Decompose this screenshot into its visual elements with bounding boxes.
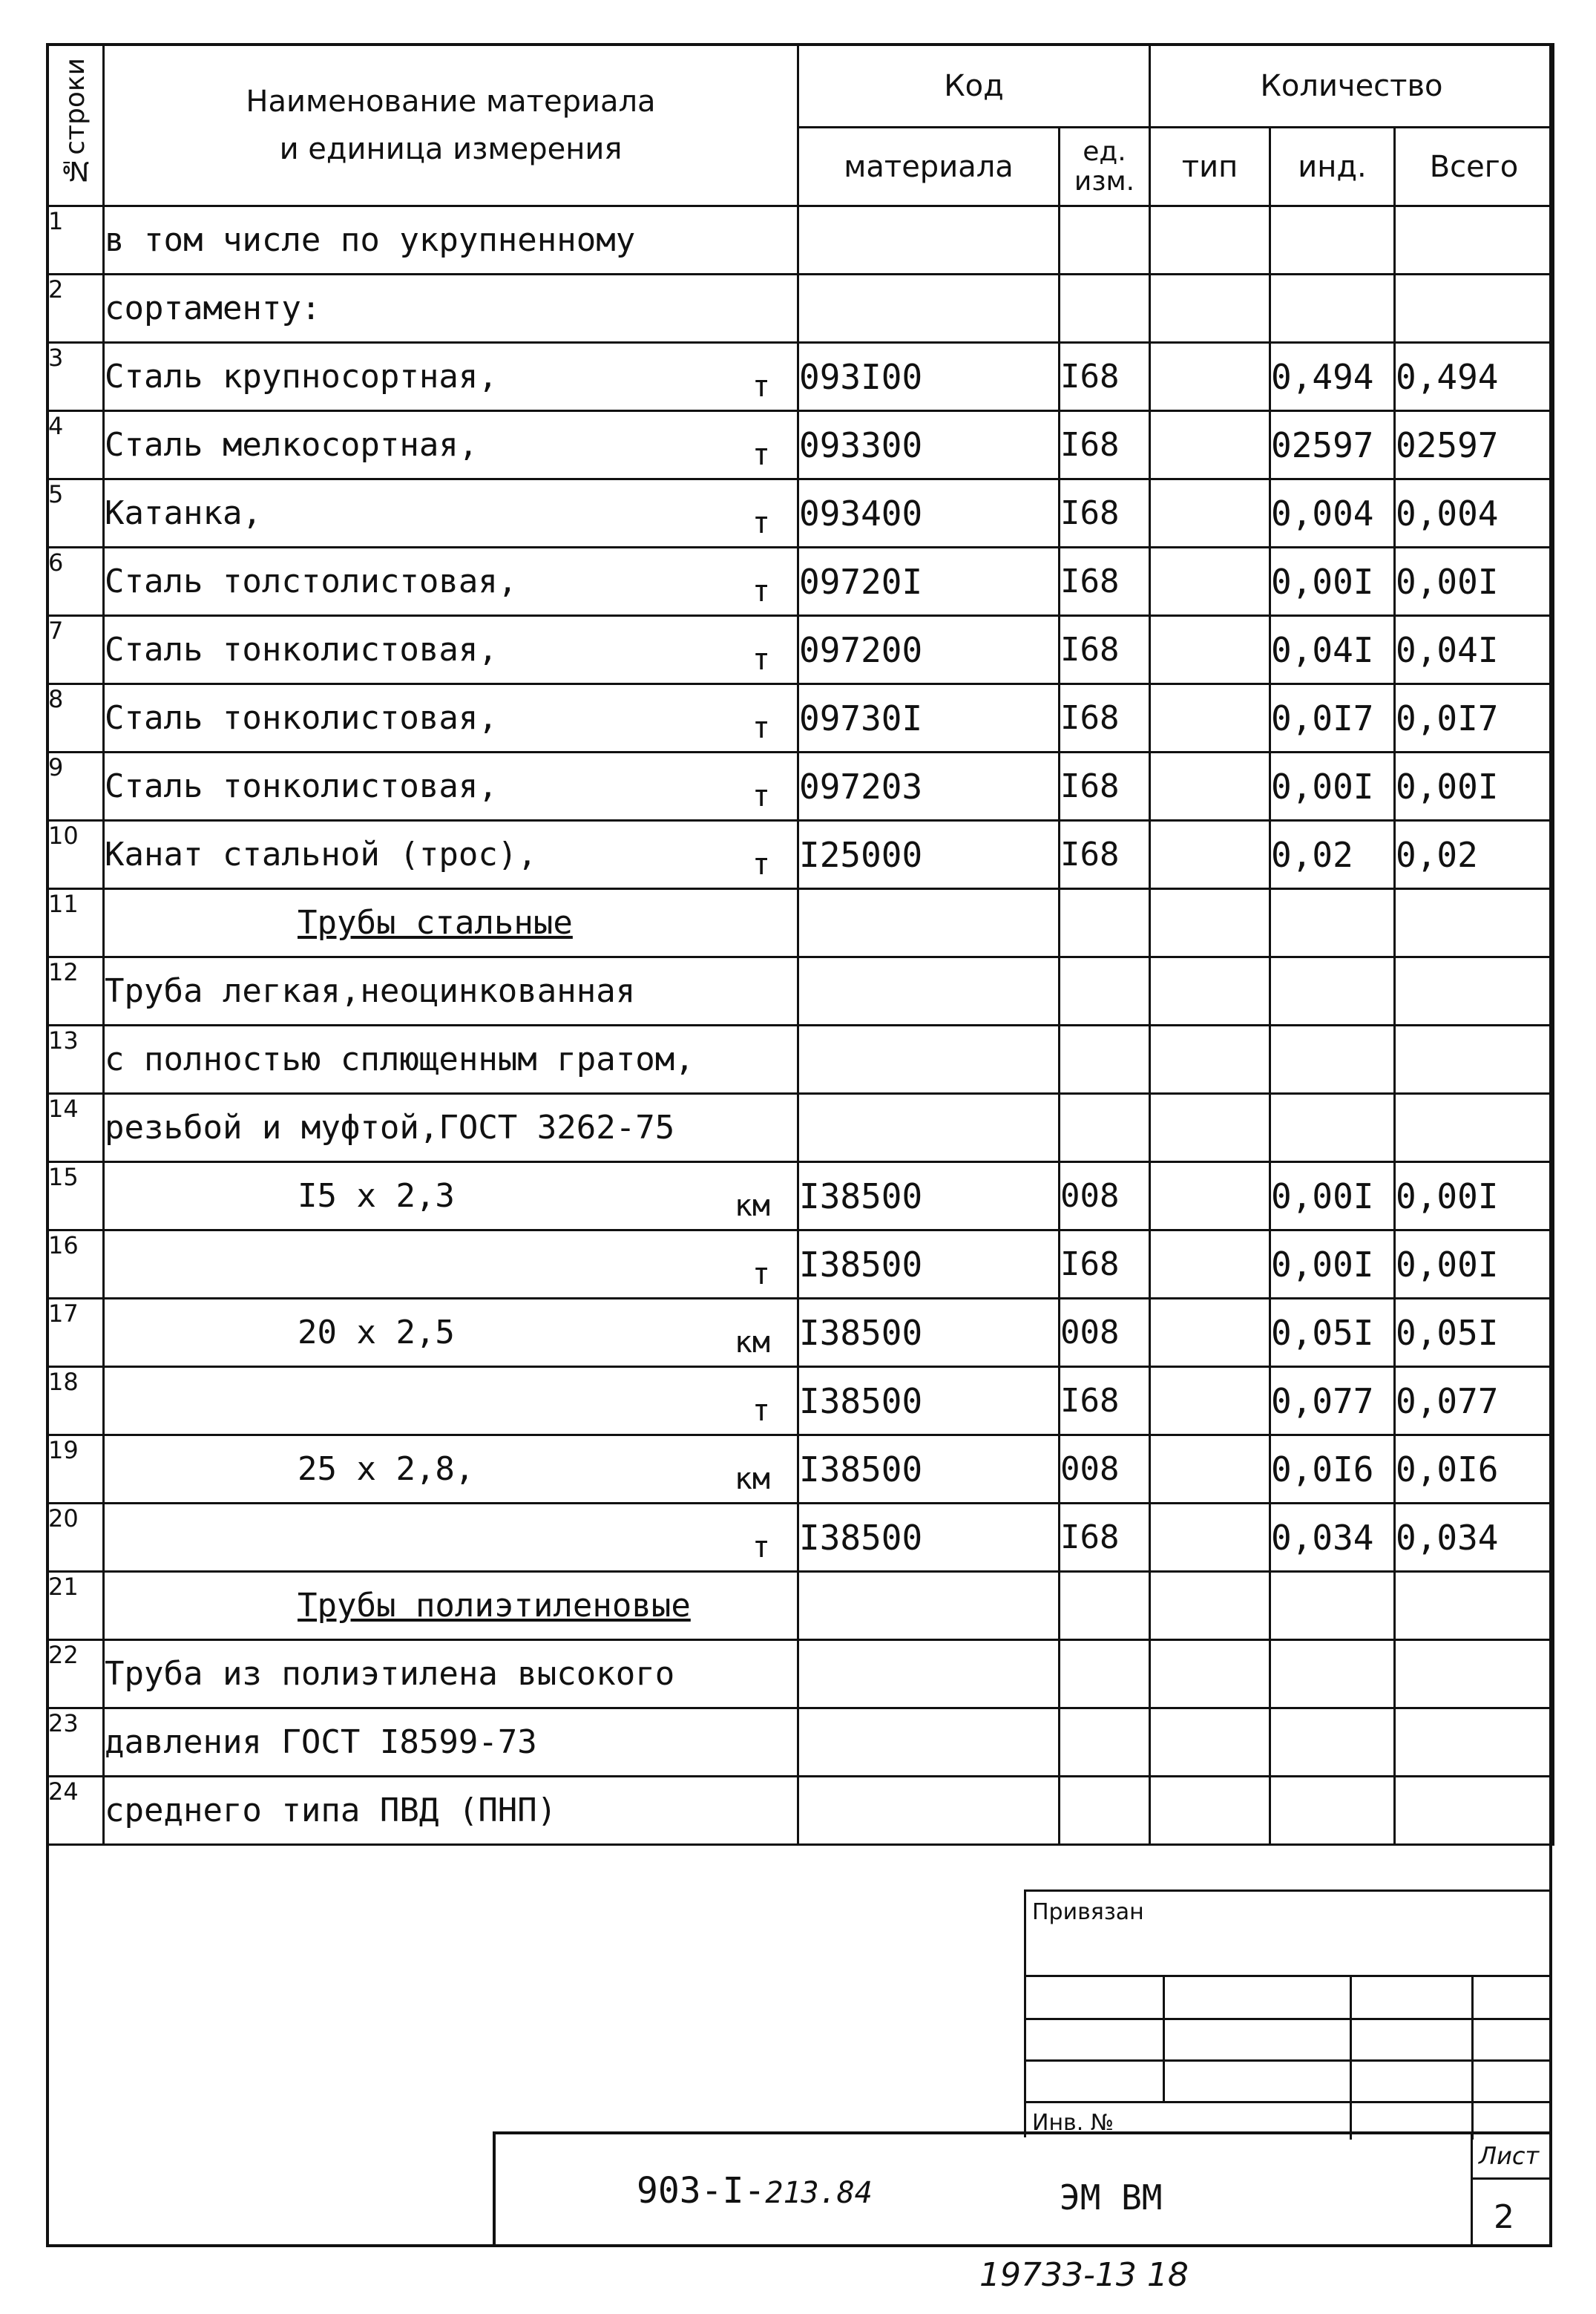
unit-of-measure: т: [752, 1394, 770, 1428]
material-code: [798, 206, 1060, 275]
row-number: 11: [47, 889, 104, 957]
table-row: [47, 1299, 1554, 1367]
quantity-type: [1150, 206, 1270, 275]
quantity-individual: [1270, 889, 1395, 957]
material-name-text: 20 x 2,5: [298, 1314, 455, 1351]
quantity-individual: [1270, 1094, 1395, 1162]
sheet-cell: [1471, 2134, 1552, 2247]
row-number: 5: [47, 479, 104, 548]
quantity-type: [1150, 479, 1270, 548]
quantity-total: 0,494: [1395, 343, 1554, 411]
material-name-text: Трубы полиэтиленовые: [298, 1587, 691, 1625]
quantity-total: [1395, 206, 1554, 275]
quantity-total: 0,04I: [1395, 616, 1554, 684]
material-code: 097203: [798, 753, 1060, 821]
quantity-type: [1150, 411, 1270, 479]
quantity-individual: 0,00I: [1270, 1162, 1395, 1230]
table-row: [47, 275, 1554, 343]
row-number: 8: [47, 684, 104, 753]
unit-code: I68: [1060, 684, 1150, 753]
binding-stamp: [1024, 1889, 1552, 2137]
quantity-total: 0,05I: [1395, 1299, 1554, 1367]
inventory-number-label: Инв. №: [1032, 2110, 1114, 2136]
quantity-type: [1150, 957, 1270, 1026]
material-name: [104, 206, 798, 275]
unit-code: [1060, 1026, 1150, 1094]
quantity-total: [1395, 1708, 1554, 1777]
unit-code: [1060, 957, 1150, 1026]
material-code-header: материала: [798, 128, 1060, 206]
table-row: [47, 1435, 1554, 1504]
quantity-total: 0,00I: [1395, 753, 1554, 821]
unit-of-measure: т: [752, 574, 770, 609]
handwritten-archive-number: 19733-13 18: [979, 2256, 1189, 2294]
quantity-total: 0,077: [1395, 1367, 1554, 1435]
sheet-label: Лист: [1479, 2142, 1540, 2170]
table-row: [47, 1094, 1554, 1162]
material-name-text: Труба из полиэтилена высокого: [105, 1655, 675, 1693]
quantity-individual: 02597: [1270, 411, 1395, 479]
table-body: [47, 206, 1554, 1845]
material-name: [104, 1435, 798, 1504]
quantity-type: [1150, 1640, 1270, 1708]
quantity-total: [1395, 275, 1554, 343]
row-number: 14: [47, 1094, 104, 1162]
quantity-type: [1150, 275, 1270, 343]
quantity-individual: [1270, 1777, 1395, 1845]
material-name: [104, 1162, 798, 1230]
row-number: 6: [47, 548, 104, 616]
material-code: [798, 275, 1060, 343]
material-code: I25000: [798, 821, 1060, 889]
unit-of-measure: т: [752, 438, 770, 472]
unit-code: [1060, 1094, 1150, 1162]
quantity-total: 0,0I7: [1395, 684, 1554, 753]
quantity-total: [1395, 1026, 1554, 1094]
table-row: [47, 616, 1554, 684]
row-number: 22: [47, 1640, 104, 1708]
material-code: 093300: [798, 411, 1060, 479]
table-row: [47, 479, 1554, 548]
quantity-individual: 0,04I: [1270, 616, 1395, 684]
row-number: 12: [47, 957, 104, 1026]
table-row: [47, 1504, 1554, 1572]
quantity-individual: [1270, 1026, 1395, 1094]
material-name: [104, 275, 798, 343]
material-name-text: сортаменту:: [105, 289, 321, 327]
quantity-type: [1150, 1162, 1270, 1230]
unit-code: [1060, 1640, 1150, 1708]
material-name-text: Канат стальной (трос),: [105, 836, 537, 874]
material-name: [104, 1504, 798, 1572]
unit-code: I68: [1060, 753, 1150, 821]
material-name-text: Труба легкая,неоцинкованная: [105, 972, 636, 1010]
unit-of-measure: км: [734, 1325, 770, 1360]
code-header: Код: [798, 45, 1150, 128]
quantity-type: [1150, 821, 1270, 889]
unit-code: [1060, 1777, 1150, 1845]
quantity-type: [1150, 1026, 1270, 1094]
materials-table: [46, 43, 1554, 1846]
material-code: 09730I: [798, 684, 1060, 753]
unit-of-measure: т: [752, 1257, 770, 1291]
material-name-text: Сталь тонколистовая,: [105, 631, 498, 669]
unit-code: I68: [1060, 1504, 1150, 1572]
table-row: [47, 889, 1554, 957]
unit-code: I68: [1060, 548, 1150, 616]
quantity-individual: [1270, 1572, 1395, 1640]
material-name: [104, 1230, 798, 1299]
quantity-type: [1150, 1230, 1270, 1299]
material-name: [104, 1572, 798, 1640]
row-number: 2: [47, 275, 104, 343]
material-code: I38500: [798, 1504, 1060, 1572]
document-code: 903-I-213.84: [637, 2170, 873, 2212]
quantity-total: [1395, 889, 1554, 957]
material-name-text: Катанка,: [105, 494, 262, 532]
table-row: [47, 821, 1554, 889]
quantity-individual: 0,00I: [1270, 753, 1395, 821]
material-name: [104, 1094, 798, 1162]
table-row: [47, 1162, 1554, 1230]
material-name-text: Сталь тонколистовая,: [105, 767, 498, 805]
row-number: 4: [47, 411, 104, 479]
row-number: 3: [47, 343, 104, 411]
row-number: 19: [47, 1435, 104, 1504]
total-header: Всего: [1395, 128, 1554, 206]
row-number: 7: [47, 616, 104, 684]
material-name-text: давления ГОСТ I8599-73: [105, 1723, 537, 1761]
material-code: [798, 1094, 1060, 1162]
quantity-total: 0,00I: [1395, 548, 1554, 616]
row-number: 10: [47, 821, 104, 889]
material-code: I38500: [798, 1162, 1060, 1230]
unit-of-measure: т: [752, 506, 770, 540]
material-name: [104, 1708, 798, 1777]
material-name: [104, 548, 798, 616]
quantity-header: Количество: [1150, 45, 1554, 128]
table-row: [47, 206, 1554, 275]
quantity-total: 0,00I: [1395, 1230, 1554, 1299]
quantity-individual: [1270, 1708, 1395, 1777]
material-code: [798, 957, 1060, 1026]
material-code: 093I00: [798, 343, 1060, 411]
sheet-number: 2: [1494, 2198, 1514, 2236]
material-name: [104, 1367, 798, 1435]
material-code: [798, 1026, 1060, 1094]
quantity-type: [1150, 1299, 1270, 1367]
quantity-type: [1150, 1435, 1270, 1504]
material-name: [104, 411, 798, 479]
table-row: [47, 753, 1554, 821]
quantity-total: [1395, 1640, 1554, 1708]
material-name-text: I5 x 2,3: [298, 1177, 455, 1215]
quantity-individual: 0,077: [1270, 1367, 1395, 1435]
quantity-type: [1150, 1572, 1270, 1640]
material-name: [104, 1640, 798, 1708]
quantity-individual: 0,0I7: [1270, 684, 1395, 753]
quantity-individual: 0,02: [1270, 821, 1395, 889]
quantity-total: [1395, 1777, 1554, 1845]
unit-of-measure: т: [752, 848, 770, 882]
unit-of-measure: т: [752, 643, 770, 677]
quantity-individual: 0,00I: [1270, 548, 1395, 616]
material-name-text: в том числе по укрупненному: [105, 221, 636, 259]
material-code: 09720I: [798, 548, 1060, 616]
quantity-type: [1150, 1777, 1270, 1845]
material-code: [798, 1777, 1060, 1845]
unit-code: 008: [1060, 1162, 1150, 1230]
row-number: 16: [47, 1230, 104, 1299]
unit-code: [1060, 1572, 1150, 1640]
quantity-individual: [1270, 1640, 1395, 1708]
material-name-text: резьбой и муфтой,ГОСТ 3262-75: [105, 1109, 675, 1147]
row-number-header: №строки: [47, 45, 104, 206]
table-row: [47, 1367, 1554, 1435]
material-name-text: Сталь крупносортная,: [105, 358, 498, 396]
quantity-type: [1150, 548, 1270, 616]
material-name-header: Наименование материала и единица измерения: [104, 45, 798, 206]
quantity-individual: [1270, 206, 1395, 275]
quantity-total: 0,034: [1395, 1504, 1554, 1572]
quantity-individual: 0,034: [1270, 1504, 1395, 1572]
material-name: [104, 1299, 798, 1367]
unit-code: I68: [1060, 616, 1150, 684]
material-code: I38500: [798, 1435, 1060, 1504]
quantity-total: 0,004: [1395, 479, 1554, 548]
material-name: [104, 1026, 798, 1094]
row-number: 15: [47, 1162, 104, 1230]
material-name-text: 25 x 2,8,: [298, 1450, 475, 1488]
unit-code: I68: [1060, 343, 1150, 411]
quantity-total: 02597: [1395, 411, 1554, 479]
table-row: [47, 411, 1554, 479]
unit-of-measure: км: [734, 1462, 770, 1496]
material-code: I38500: [798, 1230, 1060, 1299]
quantity-individual: [1270, 275, 1395, 343]
material-name: [104, 957, 798, 1026]
quantity-type: [1150, 753, 1270, 821]
material-name: [104, 684, 798, 753]
unit-of-measure: т: [752, 1530, 770, 1564]
row-number: 20: [47, 1504, 104, 1572]
table-row: [47, 1777, 1554, 1845]
unit-code: I68: [1060, 411, 1150, 479]
material-code: [798, 889, 1060, 957]
unit-code: I68: [1060, 1367, 1150, 1435]
material-code: [798, 1708, 1060, 1777]
type-header: тип: [1150, 128, 1270, 206]
quantity-type: [1150, 343, 1270, 411]
quantity-total: [1395, 957, 1554, 1026]
quantity-type: [1150, 684, 1270, 753]
quantity-individual: 0,00I: [1270, 1230, 1395, 1299]
material-name-text: Сталь толстолистовая,: [105, 563, 518, 600]
quantity-total: 0,0I6: [1395, 1435, 1554, 1504]
quantity-individual: 0,05I: [1270, 1299, 1395, 1367]
material-name: [104, 753, 798, 821]
table-row: [47, 1708, 1554, 1777]
unit-of-measure: т: [752, 370, 770, 404]
quantity-type: [1150, 616, 1270, 684]
attached-label: Привязан: [1032, 1899, 1144, 1925]
unit-code: [1060, 275, 1150, 343]
material-code: I38500: [798, 1299, 1060, 1367]
unit-of-measure: км: [734, 1189, 770, 1223]
quantity-type: [1150, 1094, 1270, 1162]
row-number: 21: [47, 1572, 104, 1640]
quantity-type: [1150, 889, 1270, 957]
material-code: I38500: [798, 1367, 1060, 1435]
material-name-text: Трубы стальные: [298, 904, 573, 942]
document-type: ЭМ ВМ: [1060, 2177, 1163, 2218]
material-name: [104, 1777, 798, 1845]
unit-code: [1060, 1708, 1150, 1777]
quantity-type: [1150, 1367, 1270, 1435]
title-block: [493, 2131, 1552, 2247]
document-code-handwritten: 213.84: [765, 2176, 873, 2210]
row-number: 1: [47, 206, 104, 275]
material-code: 097200: [798, 616, 1060, 684]
unit-code: [1060, 889, 1150, 957]
table-row: [47, 1640, 1554, 1708]
row-number: 9: [47, 753, 104, 821]
quantity-total: [1395, 1094, 1554, 1162]
row-number: 23: [47, 1708, 104, 1777]
table-row: [47, 1230, 1554, 1299]
quantity-individual: 0,0I6: [1270, 1435, 1395, 1504]
table-row: [47, 343, 1554, 411]
material-code: [798, 1640, 1060, 1708]
row-number: 18: [47, 1367, 104, 1435]
quantity-individual: [1270, 957, 1395, 1026]
table-row: [47, 1572, 1554, 1640]
quantity-total: 0,00I: [1395, 1162, 1554, 1230]
quantity-total: 0,02: [1395, 821, 1554, 889]
material-name: [104, 616, 798, 684]
row-number: 13: [47, 1026, 104, 1094]
unit-of-measure: т: [752, 711, 770, 745]
unit-code: 008: [1060, 1299, 1150, 1367]
quantity-type: [1150, 1708, 1270, 1777]
unit-of-measure: т: [752, 779, 770, 813]
material-name: [104, 889, 798, 957]
table-row: [47, 548, 1554, 616]
quantity-individual: 0,004: [1270, 479, 1395, 548]
unit-code: I68: [1060, 821, 1150, 889]
material-name-text: Сталь мелкосортная,: [105, 426, 479, 464]
unit-code: I68: [1060, 479, 1150, 548]
material-name-text: с полностью сплющенным гратом,: [105, 1040, 694, 1078]
row-number: 24: [47, 1777, 104, 1845]
unit-code: I68: [1060, 1230, 1150, 1299]
table-row: [47, 957, 1554, 1026]
material-name: [104, 479, 798, 548]
material-name: [104, 821, 798, 889]
material-name-text: Сталь тонколистовая,: [105, 699, 498, 737]
quantity-individual: 0,494: [1270, 343, 1395, 411]
material-code: 093400: [798, 479, 1060, 548]
table-row: [47, 684, 1554, 753]
unit-code: 008: [1060, 1435, 1150, 1504]
quantity-total: [1395, 1572, 1554, 1640]
unit-code-header: ед. изм.: [1060, 128, 1150, 206]
material-name-text: среднего типа ПВД (ПНП): [105, 1792, 557, 1829]
individual-header: инд.: [1270, 128, 1395, 206]
material-name: [104, 343, 798, 411]
material-code: [798, 1572, 1060, 1640]
quantity-type: [1150, 1504, 1270, 1572]
row-number: 17: [47, 1299, 104, 1367]
unit-code: [1060, 206, 1150, 275]
table-row: [47, 1026, 1554, 1094]
